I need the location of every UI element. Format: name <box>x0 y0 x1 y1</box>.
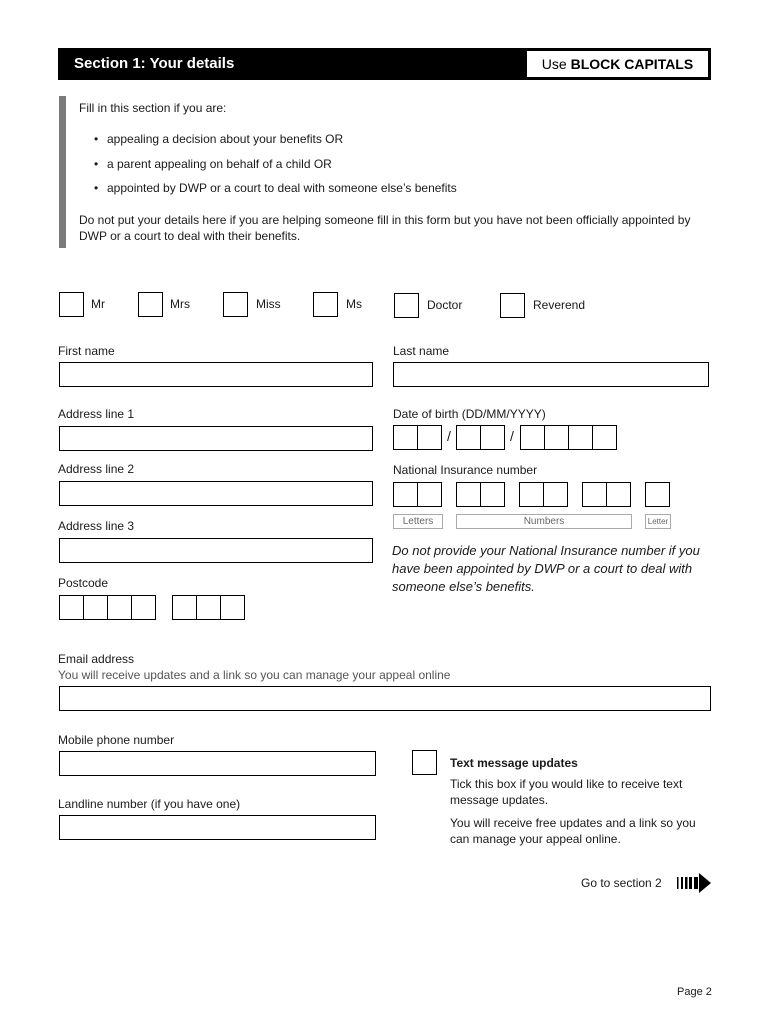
intro-bullet: • appointed by DWP or a court to deal with someone else’s benefits <box>94 181 457 195</box>
sms-text: You will receive free updates and a link so you can manage your appeal online. <box>450 816 696 846</box>
ni-numbers-field[interactable] <box>582 482 630 507</box>
address-line1-label: Address line 1 <box>58 407 135 421</box>
mobile-field[interactable] <box>59 751 376 776</box>
arrow-right-icon <box>677 872 713 894</box>
sms-title: Text message updates <box>450 756 578 770</box>
intro-bullet: • appealing a decision about your benefits OR <box>94 132 343 146</box>
dob-day-field[interactable] <box>393 425 441 450</box>
block-capitals-note: Use BLOCK CAPITALS <box>526 50 709 78</box>
intro-bullet: • a parent appealing on behalf of a child OR <box>94 157 332 171</box>
ni-letter-field[interactable] <box>645 482 669 507</box>
first-name-label: First name <box>58 344 115 358</box>
dob-separator: / <box>510 428 514 444</box>
ni-letters-field[interactable] <box>393 482 441 507</box>
page-number: Page 2 <box>677 986 712 998</box>
intro-side-bar <box>59 96 66 248</box>
postcode-inward-field[interactable] <box>172 595 244 620</box>
title-reverend-label: Reverend <box>533 298 586 312</box>
title-ms-label: Ms <box>346 297 362 311</box>
sms-text: Tick this box if you would like to receive text message updates. <box>450 777 683 807</box>
address-line1-field[interactable] <box>59 426 373 451</box>
ni-warning-note: Do not provide your National Insurance number if you have been appointed by DWP or a court to deal with someone else’s benefits. <box>392 543 700 594</box>
ni-numbers-hint: Numbers <box>456 514 632 529</box>
dob-year-field[interactable] <box>520 425 616 450</box>
title-ms-checkbox[interactable] <box>313 292 338 317</box>
last-name-label: Last name <box>393 344 450 358</box>
email-label: Email address <box>58 652 135 666</box>
title-miss-label: Miss <box>256 297 281 311</box>
dob-separator: / <box>447 428 451 444</box>
title-mr-checkbox[interactable] <box>59 292 84 317</box>
title-doctor-checkbox[interactable] <box>394 293 419 318</box>
title-mr-label: Mr <box>91 297 105 311</box>
postcode-outward-field[interactable] <box>59 595 155 620</box>
intro-warning: Do not put your details here if you are helping someone fill in this form but you have not been officially appointed by DWP or a court to deal with their benefits. <box>79 213 691 243</box>
ni-number-label: National Insurance number <box>393 463 538 477</box>
title-doctor-label: Doctor <box>427 298 463 312</box>
postcode-label: Postcode <box>58 576 109 590</box>
title-mrs-checkbox[interactable] <box>138 292 163 317</box>
intro-lead: Fill in this section if you are: <box>79 101 227 115</box>
ni-numbers-field[interactable] <box>519 482 567 507</box>
landline-field[interactable] <box>59 815 376 840</box>
first-name-field[interactable] <box>59 362 373 387</box>
ni-letters-hint: Letters <box>393 514 443 529</box>
email-hint: You will receive updates and a link so you can manage your appeal online <box>58 668 451 682</box>
sms-updates-checkbox[interactable] <box>412 750 437 775</box>
section-title: Section 1: Your details <box>74 55 235 72</box>
address-line2-field[interactable] <box>59 481 373 506</box>
title-reverend-checkbox[interactable] <box>500 293 525 318</box>
mobile-label: Mobile phone number <box>58 733 175 747</box>
dob-month-field[interactable] <box>456 425 504 450</box>
address-line3-field[interactable] <box>59 538 373 563</box>
landline-label: Landline number (if you have one) <box>58 797 241 811</box>
last-name-field[interactable] <box>393 362 709 387</box>
title-mrs-label: Mrs <box>170 297 190 311</box>
ni-letter-hint: Letter <box>645 514 671 529</box>
go-to-section-2: Go to section 2 <box>581 876 662 890</box>
address-line2-label: Address line 2 <box>58 462 135 476</box>
address-line3-label: Address line 3 <box>58 519 135 533</box>
title-miss-checkbox[interactable] <box>223 292 248 317</box>
ni-numbers-field[interactable] <box>456 482 504 507</box>
email-field[interactable] <box>59 686 711 711</box>
dob-label: Date of birth (DD/MM/YYYY) <box>393 407 546 421</box>
